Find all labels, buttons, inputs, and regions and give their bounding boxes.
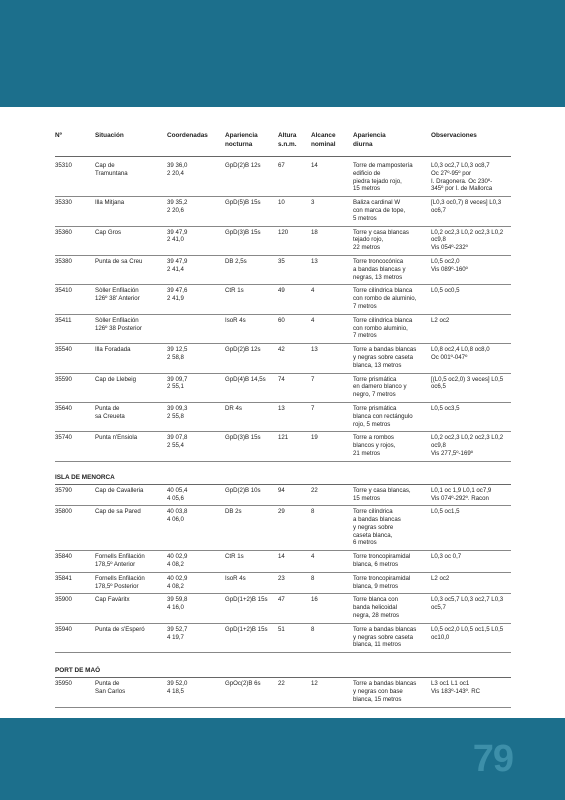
cell-range: 16 [311, 596, 318, 604]
cell-situation: Cap de Cavalleria [95, 486, 144, 494]
page-number: 79 [472, 738, 513, 780]
cell-observations: L0,5 oc0,5 [431, 287, 460, 295]
cell-observations: L0,3 oc2,7 L0,3 oc8,7 Oc 27º-95º por I. Dragonera. Oc 230º- 345º por I. de Mallorca [431, 162, 493, 193]
cell-night-appearance: IsoR 4s [225, 574, 246, 582]
header-night-appearance: Apariencia nocturna [225, 132, 258, 148]
cell-day-appearance: Torre cilíndrica a bandas blancas y negras sobre caseta blanca, 6 metros [353, 508, 401, 547]
cell-observations: L0,8 oc2,4 L0,8 oc8,0 Oc 001º-047º [431, 346, 490, 361]
cell-observations: L2 oc2 [431, 574, 450, 582]
cell-day-appearance: Torre troncocónica a bandas blancas y negras, 13 metros [353, 257, 406, 281]
cell-range: 18 [311, 228, 318, 236]
cell-night-appearance: GpD(5)B 15s [225, 199, 261, 207]
cell-day-appearance: Torre y casa blancas tejado rojo, 22 metros [353, 228, 409, 252]
cell-number: 35640 [55, 404, 72, 412]
cell-night-appearance: GpOc(2)B 6s [225, 680, 261, 688]
cell-number: 35950 [55, 680, 72, 688]
cell-day-appearance: Baliza cardinal W con marca de tope, 5 metros [353, 199, 406, 222]
cell-coordinates: 40 02,9 4 08,2 [167, 553, 188, 569]
cell-range: 14 [311, 162, 318, 169]
cell-situation: Sòller Enfilación 126º 38 Posterior [95, 316, 142, 332]
cell-situation: Fornells Enfilación 178,5º Posterior [95, 574, 145, 590]
cell-day-appearance: Torre cilíndrica blanca con rombo de aluminio, 7 metros [353, 287, 417, 310]
table-row [55, 285, 511, 314]
table-row [55, 160, 511, 197]
cell-day-appearance: Torre troncopiramidal blanca, 6 metros [353, 553, 411, 569]
cell-height: 67 [278, 162, 285, 169]
cell-observations: [L0,3 oc0,7) 8 veces] L0,3 oc6,7 [431, 199, 502, 214]
table-row [55, 624, 511, 653]
cell-height: 23 [278, 574, 285, 582]
cell-coordinates: 40 03,8 4 06,0 [167, 508, 188, 524]
cell-range: 8 [311, 508, 315, 516]
section-title: ISLA DE MENORCA [55, 470, 511, 485]
cell-night-appearance: GpD(3)B 15s [225, 228, 261, 236]
cell-day-appearance: Torre a bandas blancas y negras con base blanca, 15 metros [353, 680, 417, 703]
cell-range: 7 [311, 375, 315, 383]
cell-coordinates: 39 36,0 2 20,4 [167, 162, 188, 177]
cell-coordinates: 39 47,9 2 41,4 [167, 257, 188, 273]
cell-coordinates: 39 07,8 2 55,4 [167, 434, 188, 450]
cell-height: 10 [278, 199, 285, 207]
cell-situation: Punta de sa Creueta [95, 404, 125, 420]
table-body [55, 157, 511, 708]
cell-height: 42 [278, 346, 285, 354]
cell-range: 3 [311, 199, 315, 207]
cell-day-appearance: Torre blanca con banda helicoidal negra, 28 metros [353, 596, 400, 620]
cell-situation: Punta n'Ensiola [95, 434, 138, 442]
cell-range: 7 [311, 404, 315, 412]
cell-range: 22 [311, 486, 318, 494]
cell-number: 35411 [55, 316, 72, 324]
section-title: PORT DE MAÓ [55, 663, 511, 678]
cell-range: 4 [311, 287, 315, 295]
table-row [55, 403, 511, 432]
cell-night-appearance: GpD(4)B 14,5s [225, 375, 266, 383]
table-row [55, 197, 511, 226]
cell-coordinates: 39 09,3 2 55,8 [167, 404, 188, 420]
cell-night-appearance: GpD(2)B 10s [225, 486, 261, 494]
cell-night-appearance: DR 4s [225, 404, 242, 412]
cell-range: 19 [311, 434, 318, 442]
cell-coordinates: 40 02,9 4 08,2 [167, 574, 188, 590]
cell-day-appearance: Torre a bandas blancas y negras sobre caseta blanca, 11 metros [353, 625, 417, 649]
cell-day-appearance: Torre troncopiramidal blanca, 9 metros [353, 574, 411, 590]
cell-range: 4 [311, 316, 315, 324]
cell-situation: Punta de San Carlos [95, 680, 126, 696]
top-color-band [0, 0, 565, 107]
table-row [55, 506, 511, 551]
cell-observations: L0,5 oc2,0 L0,5 oc1,5 L0,5 oc10,0 [431, 625, 504, 641]
cell-number: 35790 [55, 486, 72, 494]
cell-observations: L0,2 oc2,3 L0,2 oc2,3 L0,2 oc9,8 Vis 054º-232º [431, 228, 504, 252]
table-row [55, 594, 511, 623]
cell-number: 35410 [55, 287, 72, 295]
cell-coordinates: 39 09,7 2 55,1 [167, 375, 188, 391]
cell-coordinates: 39 12,5 2 58,8 [167, 346, 188, 361]
cell-situation: Fornells Enfilación 178,5º Anterior [95, 553, 145, 569]
cell-number: 35740 [55, 434, 72, 442]
cell-coordinates: 39 47,6 2 41,9 [167, 287, 188, 303]
cell-situation: Illa Mitjana [95, 199, 125, 207]
cell-number: 35380 [55, 257, 72, 265]
cell-night-appearance: DB 2,5s [225, 257, 247, 265]
cell-number: 35840 [55, 553, 72, 561]
cell-night-appearance: GpD(1+2)B 15s [225, 625, 268, 633]
cell-coordinates: 39 52,7 4 19,7 [167, 625, 188, 641]
cell-number: 35310 [55, 162, 72, 169]
cell-night-appearance: GpD(3)B 15s [225, 434, 261, 442]
cell-night-appearance: GpD(2)B 12s [225, 162, 261, 169]
cell-height: 94 [278, 486, 285, 494]
cell-height: 29 [278, 508, 285, 516]
cell-number: 35900 [55, 596, 72, 604]
header-number: Nº [55, 132, 62, 139]
table-row [55, 374, 511, 403]
cell-observations: L0,1 oc 1,9 L0,1 oc7,9 Vis 074º-292º. Racon [431, 486, 492, 502]
cell-day-appearance: Torre y casa blancas, 15 metros [353, 486, 411, 502]
cell-observations: L0,5 oc2,0 Vis 089º-160º [431, 257, 468, 273]
table-row [55, 678, 511, 707]
lighthouse-table [55, 132, 511, 708]
cell-situation: Cap de Tramuntana [95, 162, 128, 177]
cell-observations: [(L0,5 oc2,0) 3 veces] L0,5 oc6,5 [431, 375, 504, 391]
table-row [55, 315, 511, 344]
cell-day-appearance: Torre cilíndrica blanca con rombo aluminio, 7 metros [353, 316, 413, 340]
table-row [55, 573, 511, 595]
cell-height: 35 [278, 257, 285, 265]
cell-situation: Sòller Enfilación 126º 38' Anterior [95, 287, 140, 303]
cell-height: 51 [278, 625, 285, 633]
cell-height: 120 [278, 228, 289, 236]
cell-day-appearance: Torre prismática en damero blanco y negro, 7 metros [353, 375, 407, 399]
cell-height: 47 [278, 596, 285, 604]
cell-night-appearance: DB 2s [225, 508, 242, 516]
cell-height: 14 [278, 553, 285, 561]
cell-height: 74 [278, 375, 285, 383]
table-row [55, 551, 511, 573]
cell-coordinates: 39 35,2 2 20,6 [167, 199, 188, 214]
cell-number: 35800 [55, 508, 72, 516]
cell-situation: Illa Foradada [95, 346, 131, 354]
cell-day-appearance: Torre prismática blanca con rectángulo rojo, 5 metros [353, 404, 413, 428]
cell-number: 35360 [55, 228, 72, 236]
cell-night-appearance: CtR 1s [225, 287, 244, 295]
header-coordinates: Coordenadas [167, 132, 208, 139]
cell-night-appearance: IsoR 4s [225, 316, 246, 324]
table-row [55, 485, 511, 507]
cell-night-appearance: GpD(1+2)B 15s [225, 596, 268, 604]
table-row [55, 344, 511, 373]
cell-situation: Cap Favàritx [95, 596, 130, 604]
cell-number: 35841 [55, 574, 72, 582]
cell-number: 35330 [55, 199, 72, 207]
cell-coordinates: 39 59,8 4 16,0 [167, 596, 188, 612]
header-observations: Observaciones [431, 132, 477, 139]
cell-range: 8 [311, 625, 315, 633]
table-row [55, 256, 511, 285]
cell-situation: Punta de sa Creu [95, 257, 143, 265]
header-day-appearance: Apariencia diurna [353, 132, 386, 148]
cell-range: 4 [311, 553, 315, 561]
cell-observations: L0,3 oc 0,7 [431, 553, 462, 561]
cell-number: 35540 [55, 346, 72, 354]
cell-observations: L2 oc2 [431, 316, 450, 324]
cell-height: 121 [278, 434, 289, 442]
cell-situation: Punta de s'Esperó [95, 625, 145, 633]
cell-observations: L3 oc1 L1 oc1 Vis 183º-143º. RC [431, 680, 481, 696]
cell-day-appearance: Torre de mampostería edificio de piedra tejado rojo, 15 metros [353, 162, 413, 193]
table-row [55, 432, 511, 461]
header-height: Altura s.n.m. [278, 132, 297, 148]
cell-situation: Cap de sa Pared [95, 508, 141, 516]
cell-range: 13 [311, 257, 318, 265]
cell-situation: Cap de Llebeig [95, 375, 136, 383]
cell-situation: Cap Gros [95, 228, 122, 236]
cell-coordinates: 39 47,9 2 41,0 [167, 228, 188, 244]
cell-observations: L0,2 oc2,3 L0,2 oc2,3 L0,2 oc9,8 Vis 277,5º-169º [431, 434, 504, 457]
table-row [55, 227, 511, 256]
cell-observations: L0,5 oc1,5 [431, 508, 460, 516]
cell-day-appearance: Torre a bandas blancas y negras sobre caseta blanca, 13 metros [353, 346, 417, 369]
cell-height: 13 [278, 404, 285, 412]
table-header [55, 132, 511, 157]
cell-night-appearance: CtR 1s [225, 553, 244, 561]
cell-number: 35940 [55, 625, 72, 633]
cell-coordinates: 40 05,4 4 05,6 [167, 486, 188, 502]
cell-observations: L0,5 oc3,5 [431, 404, 460, 412]
cell-height: 49 [278, 287, 285, 295]
cell-height: 22 [278, 680, 285, 688]
cell-range: 13 [311, 346, 318, 354]
cell-day-appearance: Torre a rombos blancos y rojos, 21 metros [353, 434, 396, 457]
cell-height: 60 [278, 316, 285, 324]
cell-night-appearance: GpD(2)B 12s [225, 346, 261, 354]
header-situation: Situación [95, 132, 124, 139]
header-range: Alcance nominal [311, 132, 336, 148]
cell-coordinates: 39 52,0 4 18,5 [167, 680, 188, 696]
cell-number: 35590 [55, 375, 72, 383]
cell-observations: L0,3 oc5,7 L0,3 oc2,7 L0,3 oc5,7 [431, 596, 504, 612]
cell-range: 12 [311, 680, 318, 688]
cell-range: 8 [311, 574, 315, 582]
